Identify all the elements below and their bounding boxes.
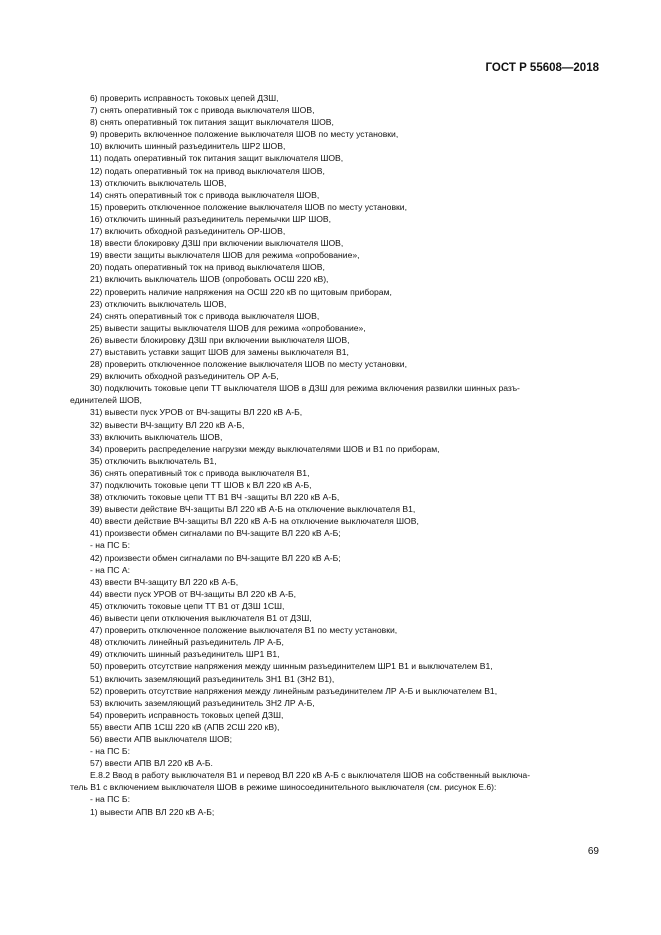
procedure-line: 32) вывести ВЧ-защиту ВЛ 220 кВ А-Б,: [90, 419, 245, 430]
procedure-line: 31) вывести пуск УРОВ от ВЧ-защиты ВЛ 220 кВ А-Б,: [90, 407, 303, 418]
procedure-list-part-2: [90, 406, 602, 769]
procedure-item-30-line-1: 30) подключить токовые цепи ТТ выключателя ШОВ в ДЗШ для режима включения развилки шинных разъ-: [90, 383, 520, 394]
procedure-line: 55) ввести АПВ 1СШ 220 кВ (АПВ 2СШ 220 кВ),: [90, 721, 280, 732]
procedure-line: 15) проверить отключенное положение выключателя ШОВ по месту установки,: [90, 201, 407, 212]
procedure-line: 45) отключить токовые цепи ТТ В1 от ДЗШ 1СШ,: [90, 600, 285, 611]
procedure-line: 42) произвести обмен сигналами по ВЧ-защите ВЛ 220 кВ А-Б;: [90, 552, 341, 563]
procedure-line: 35) отключить выключатель В1,: [90, 455, 217, 466]
procedure-line: 18) ввести блокировку ДЗШ при включении выключателя ШОВ,: [90, 238, 344, 249]
procedure-line: 36) снять оперативный ток с привода выключателя В1,: [90, 467, 310, 478]
procedure-line: 49) отключить шинный разъединитель ШР1 В1,: [90, 649, 280, 660]
procedure-line: 47) проверить отключенное положение выключателя В1 по месту установки,: [90, 625, 398, 636]
procedure-line: 57) ввести АПВ ВЛ 220 кВ А-Б.: [90, 758, 213, 769]
procedure-line: 13) отключить выключатель ШОВ,: [90, 177, 227, 188]
procedure-line: 41) произвести обмен сигналами по ВЧ-защите ВЛ 220 кВ А-Б;: [90, 528, 341, 539]
procedure-line: 27) выставить уставки защит ШОВ для замены выключателя В1,: [90, 346, 349, 357]
procedure-line: 22) проверить наличие напряжения на ОСШ 220 кВ по щитовым приборам,: [90, 286, 392, 297]
procedure-line: 46) вывести цепи отключения выключателя В1 от ДЗШ,: [90, 613, 312, 624]
procedure-line: 19) ввести защиты выключателя ШОВ для режима «опробование»,: [90, 250, 360, 261]
procedure-line: 54) проверить исправность токовых цепей ДЗШ,: [90, 709, 284, 720]
procedure-line: 29) включить обходной разъединитель ОР А-Б,: [90, 371, 279, 382]
procedure-line: 9) проверить включенное положение выключателя ШОВ по месту установки,: [90, 129, 399, 140]
procedure-line: - на ПС Б:: [90, 794, 130, 805]
procedure-line: 53) включить заземляющий разъединитель ЗН2 ЛР А-Б,: [90, 697, 315, 708]
procedure-line: 40) ввести действие ВЧ-защиты ВЛ 220 кВ А-Б на отключение выключателя ШОВ,: [90, 516, 419, 527]
procedure-line: 6) проверить исправность токовых цепей ДЗШ,: [90, 93, 279, 103]
section-e82: [70, 769, 602, 793]
page-number: 69: [587, 846, 599, 857]
procedure-line: 11) подать оперативный ток питания защит выключателя ШОВ,: [90, 153, 344, 164]
procedure-line: 26) вывести блокировку ДЗШ при включении выключателя ШОВ,: [90, 334, 350, 345]
procedure-line: 20) подать оперативный ток на привод выключателя ШОВ,: [90, 262, 325, 273]
procedure-line: 51) включить заземляющий разъединитель ЗН1 В1 (ЗН2 В1),: [90, 673, 335, 684]
procedure-line: - на ПС А:: [90, 564, 131, 575]
procedure-line: 24) снять оперативный ток с привода выключателя ШОВ,: [90, 310, 320, 321]
procedure-line: 37) подключить токовые цепи ТТ ШОВ к ВЛ 220 кВ А-Б,: [90, 480, 312, 490]
procedure-line: 25) вывести защиты выключателя ШОВ для режима «опробование»,: [90, 322, 366, 333]
procedure-line: 23) отключить выключатель ШОВ,: [90, 298, 227, 309]
procedure-line: 34) проверить распределение нагрузки между выключателями ШОВ и В1 по приборам,: [90, 443, 440, 454]
procedure-line: - на ПС Б:: [90, 746, 130, 757]
procedure-list-part-3: [90, 793, 602, 817]
procedure-line: 7) снять оперативный ток с привода выключателя ШОВ,: [90, 105, 315, 116]
procedure-line: 44) ввести пуск УРОВ от ВЧ-защиты ВЛ 220 кВ А-Б,: [90, 588, 296, 599]
procedure-list-part-1: [90, 92, 602, 382]
document-body: [70, 92, 602, 818]
procedure-item-30-line-2: единителей ШОВ,: [70, 395, 142, 406]
procedure-item-30: [70, 382, 602, 406]
procedure-line: 12) подать оперативный ток на привод выключателя ШОВ,: [90, 165, 325, 176]
procedure-line: 52) проверить отсутствие напряжения между линейным разъединителем ЛР А-Б и выключателем В1,: [90, 685, 498, 696]
procedure-line: 43) ввести ВЧ-защиту ВЛ 220 кВ А-Б,: [90, 576, 239, 587]
procedure-line: 56) ввести АПВ выключателя ШОВ;: [90, 733, 232, 744]
procedure-line: - на ПС Б:: [90, 540, 130, 551]
procedure-line: 16) отключить шинный разъединитель перемычки ШР ШОВ,: [90, 213, 332, 224]
procedure-line: 48) отключить линейный разъединитель ЛР А-Б,: [90, 637, 284, 648]
procedure-line: 14) снять оперативный ток с привода выключателя ШОВ,: [90, 189, 320, 200]
section-e82-line-2: тель В1 с включением выключателя ШОВ в режиме шиносоединительного выключателя (см. рисунок Е.6):: [70, 782, 497, 793]
procedure-line: 50) проверить отсутствие напряжения между шинным разъединителем ШР1 В1 и выключателем В1,: [90, 661, 493, 672]
procedure-line: 39) вывести действие ВЧ-защиты ВЛ 220 кВ А-Б на отключение выключателя В1,: [90, 504, 416, 515]
procedure-line: 8) снять оперативный ток питания защит выключателя ШОВ,: [90, 117, 334, 128]
procedure-line: 1) вывести АПВ ВЛ 220 кВ А-Б;: [90, 806, 215, 817]
procedure-line: 21) включить выключатель ШОВ (опробовать ОСШ 220 кВ),: [90, 274, 329, 285]
procedure-line: 17) включить обходной разъединитель ОР-ШОВ,: [90, 226, 286, 237]
procedure-line: 33) включить выключатель ШОВ,: [90, 431, 223, 442]
page-header: ГОСТ Р 55608—2018: [485, 62, 599, 74]
procedure-line: 28) проверить отключенное положение выключателя ШОВ по месту установки,: [90, 359, 407, 370]
section-e82-line-1: Е.8.2 Ввод в работу выключателя В1 и перевод ВЛ 220 кВ А-Б с выключателя ШОВ на собственный выключа-: [90, 770, 531, 781]
procedure-line: 10) включить шинный разъединитель ШР2 ШОВ,: [90, 141, 286, 152]
procedure-line: 38) отключить токовые цепи ТТ В1 ВЧ -защиты ВЛ 220 кВ А-Б,: [90, 492, 340, 503]
